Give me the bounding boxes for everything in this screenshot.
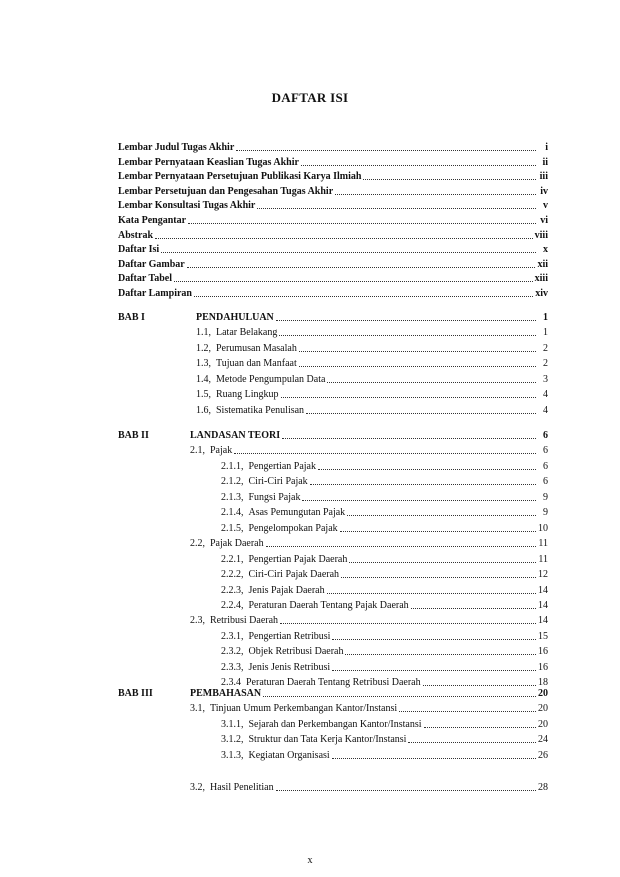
dot-leader bbox=[280, 623, 536, 624]
toc-subsection-entry[interactable] bbox=[221, 598, 548, 612]
toc-entry-page: 6 bbox=[543, 430, 548, 441]
dot-leader bbox=[363, 179, 536, 180]
dot-leader bbox=[332, 639, 536, 640]
toc-entry-page: 16 bbox=[538, 661, 548, 673]
toc-front-matter-entry[interactable] bbox=[118, 228, 548, 242]
toc-entry-page: 10 bbox=[538, 522, 548, 534]
toc-subsection-entry[interactable] bbox=[221, 717, 548, 731]
toc-front-matter-entry[interactable] bbox=[118, 155, 548, 169]
toc-entry-label: Sejarah dan Perkembangan Kantor/Instansi bbox=[248, 718, 422, 730]
toc-entry-label: Latar Belakang bbox=[216, 327, 278, 339]
dot-leader bbox=[263, 696, 536, 697]
toc-entry-number: 1.4, bbox=[196, 373, 211, 385]
toc-section-entry[interactable] bbox=[196, 387, 548, 401]
toc-entry-page: 28 bbox=[538, 782, 548, 794]
toc-entry-label: Ruang Lingkup bbox=[216, 389, 279, 401]
toc-entry-label: Tujuan dan Manfaat bbox=[216, 358, 297, 370]
dot-leader bbox=[332, 670, 536, 671]
dot-leader bbox=[174, 281, 533, 282]
toc-entry-label: Ciri-Ciri Pajak bbox=[248, 476, 308, 488]
toc-entry-number: 1.3, bbox=[196, 358, 211, 370]
dot-leader bbox=[347, 515, 536, 516]
dot-leader bbox=[301, 165, 536, 166]
toc-entry-label: Pengertian Retribusi bbox=[248, 630, 331, 642]
toc-section-entry[interactable] bbox=[196, 356, 548, 370]
toc-entry-page: viii bbox=[534, 229, 548, 241]
dot-leader bbox=[188, 223, 536, 224]
toc-entry-number: 3.1.3, bbox=[221, 749, 244, 761]
toc-entry-label: Kegiatan Organisasi bbox=[248, 749, 330, 761]
toc-subsection-entry[interactable] bbox=[221, 629, 548, 643]
toc-entry-label: Lembar Pernyataan Keaslian Tugas Akhir bbox=[118, 156, 299, 168]
toc-subsection-entry[interactable] bbox=[221, 474, 548, 488]
dot-leader bbox=[340, 531, 536, 532]
page-number: x bbox=[307, 855, 313, 866]
toc-entry-number: 3.1.2, bbox=[221, 734, 244, 746]
toc-entry-label: Fungsi Pajak bbox=[248, 491, 301, 503]
toc-subsection-entry[interactable] bbox=[221, 583, 548, 597]
toc-entry-label: Struktur dan Tata Kerja Kantor/Instansi bbox=[248, 734, 407, 746]
chapter-title: PENDAHULUAN bbox=[196, 312, 274, 323]
toc-section-entry[interactable] bbox=[196, 403, 548, 417]
dot-leader bbox=[266, 546, 536, 547]
dot-leader bbox=[279, 335, 536, 336]
dot-leader bbox=[424, 727, 536, 728]
toc-entry-number: 2.3.1, bbox=[221, 630, 244, 642]
toc-entry-number: 2.3, bbox=[190, 615, 205, 627]
toc-entry-number: 1.6, bbox=[196, 404, 211, 416]
toc-entry-label: Pajak bbox=[210, 445, 233, 457]
dot-leader bbox=[411, 608, 536, 609]
toc-entry-label: Lembar Judul Tugas Akhir bbox=[118, 142, 235, 153]
toc-entry-label: Daftar Tabel bbox=[118, 273, 172, 285]
toc-entry-page: 15 bbox=[538, 630, 548, 642]
toc-entry-number: 1.1, bbox=[196, 327, 211, 339]
toc-entry-number: 2.1.5, bbox=[221, 522, 244, 534]
toc-entry-page: 4 bbox=[543, 389, 548, 401]
toc-entry-page: 18 bbox=[538, 677, 548, 689]
toc-front-matter-entry[interactable] bbox=[118, 198, 548, 212]
toc-front-matter-entry[interactable] bbox=[118, 242, 548, 256]
toc-entry-page: 1 bbox=[543, 312, 548, 323]
toc-entry-label: Pengertian Pajak bbox=[248, 460, 316, 472]
toc-entry-number: 2.2.2, bbox=[221, 569, 244, 581]
toc-entry-page: 9 bbox=[543, 507, 548, 519]
toc-front-matter-entry[interactable] bbox=[118, 140, 548, 154]
dot-leader bbox=[161, 252, 536, 253]
toc-entry-label: Abstrak bbox=[118, 229, 154, 241]
chapter-code: BAB III bbox=[118, 688, 153, 699]
toc-section-entry[interactable] bbox=[196, 325, 548, 339]
toc-entry-page: 14 bbox=[538, 584, 548, 596]
toc-entry-page: 12 bbox=[538, 569, 548, 581]
toc-entry-number: 3.1, bbox=[190, 703, 205, 715]
toc-entry-label: Daftar Isi bbox=[118, 244, 160, 256]
dot-leader bbox=[299, 366, 536, 367]
toc-entry-page: 3 bbox=[543, 373, 548, 385]
toc-entry-label: Jenis Jenis Retribusi bbox=[248, 661, 331, 673]
toc-entry-page: 24 bbox=[538, 734, 548, 746]
dot-leader bbox=[276, 320, 536, 321]
toc-entry-number: 2.2.3, bbox=[221, 584, 244, 596]
dot-leader bbox=[234, 453, 536, 454]
toc-entry-page: 14 bbox=[538, 599, 548, 611]
toc-entry-number: 3.1.1, bbox=[221, 718, 244, 730]
toc-entry-number: 2.2.1, bbox=[221, 553, 244, 565]
toc-subsection-entry[interactable] bbox=[221, 660, 548, 674]
dot-leader bbox=[257, 208, 536, 209]
toc-entry-label: Daftar Lampiran bbox=[118, 288, 192, 299]
dot-leader bbox=[318, 469, 536, 470]
toc-entry-number: 2.1, bbox=[190, 445, 205, 457]
toc-subsection-entry[interactable] bbox=[221, 732, 548, 746]
dot-leader bbox=[276, 790, 536, 791]
toc-entry-label: Pajak Daerah bbox=[210, 538, 264, 550]
toc-entry-number: 2.1.3, bbox=[221, 491, 244, 503]
toc-section-entry[interactable] bbox=[196, 341, 548, 355]
toc-entry-page: 6 bbox=[543, 445, 548, 457]
toc-entry-label: Perumusan Masalah bbox=[216, 342, 297, 354]
toc-subsection-entry[interactable] bbox=[221, 567, 548, 581]
dot-leader bbox=[302, 500, 536, 501]
dot-leader bbox=[155, 238, 533, 239]
toc-entry-label: Hasil Penelitian bbox=[210, 782, 274, 794]
chapter-code: BAB I bbox=[118, 312, 145, 323]
chapter-title: PEMBAHASAN bbox=[190, 688, 262, 699]
toc-entry-label: Asas Pemungutan Pajak bbox=[248, 507, 346, 519]
toc-entry-label: Objek Retribusi Daerah bbox=[248, 646, 344, 658]
toc-entry-number: 2.1.2, bbox=[221, 476, 244, 488]
toc-entry-page: 11 bbox=[538, 538, 548, 550]
dot-leader bbox=[299, 351, 536, 352]
toc-entry-page: 1 bbox=[543, 327, 548, 339]
toc-entry-label: Lembar Pernyataan Persetujuan Publikasi Karya Ilmiah bbox=[118, 171, 362, 183]
dot-leader bbox=[281, 397, 537, 398]
toc-section-entry[interactable] bbox=[190, 613, 548, 627]
toc-entry-label: Ciri-Ciri Pajak Daerah bbox=[248, 569, 340, 581]
toc-section-entry[interactable] bbox=[190, 780, 548, 794]
toc-entry-page: ii bbox=[542, 156, 548, 168]
toc-entry-page: 14 bbox=[538, 615, 548, 627]
toc-entry-page: i bbox=[545, 142, 548, 153]
toc-entry-page: 2 bbox=[543, 358, 548, 370]
dot-leader bbox=[327, 382, 536, 383]
toc-entry-page: v bbox=[543, 200, 548, 212]
toc-subsection-entry[interactable] bbox=[221, 490, 548, 504]
toc-entry-number: 2.3.2, bbox=[221, 646, 244, 658]
toc-entry-number: 1.2, bbox=[196, 342, 211, 354]
toc-front-matter-entry[interactable] bbox=[118, 257, 548, 271]
toc-entry-page: 2 bbox=[543, 342, 548, 354]
dot-leader bbox=[399, 711, 536, 712]
toc-chapter-heading[interactable] bbox=[196, 310, 548, 324]
toc-entry-label: Daftar Gambar bbox=[118, 258, 185, 270]
chapter-title: LANDASAN TEORI bbox=[190, 430, 281, 441]
toc-entry-page: 20 bbox=[538, 718, 548, 730]
chapter-code: BAB II bbox=[118, 430, 149, 441]
toc-entry-number: 3.2, bbox=[190, 782, 205, 794]
toc-entry-page: 20 bbox=[538, 703, 548, 715]
page-title: DAFTAR ISI bbox=[271, 90, 349, 105]
toc-section-entry[interactable] bbox=[190, 701, 548, 715]
dot-leader bbox=[408, 742, 536, 743]
toc-entry-page: 4 bbox=[543, 404, 548, 416]
toc-front-matter-entry[interactable] bbox=[118, 271, 548, 285]
dot-leader bbox=[327, 593, 536, 594]
toc-entry-number: 2.1.1, bbox=[221, 460, 244, 472]
toc-entry-page: 6 bbox=[543, 476, 548, 488]
dot-leader bbox=[341, 577, 536, 578]
toc-entry-page: xiii bbox=[534, 273, 548, 285]
toc-entry-label: Lembar Konsultasi Tugas Akhir bbox=[118, 200, 256, 212]
dot-leader bbox=[310, 484, 536, 485]
dot-leader bbox=[349, 562, 536, 563]
toc-entry-page: 6 bbox=[543, 460, 548, 472]
toc-entry-number: 2.3.3, bbox=[221, 661, 244, 673]
toc-entry-number: 2.2, bbox=[190, 538, 205, 550]
toc-front-matter-entry[interactable] bbox=[118, 184, 548, 198]
toc-entry-page: xiv bbox=[535, 288, 548, 299]
toc-section-entry[interactable] bbox=[196, 372, 548, 386]
toc-entry-number: 2.2.4, bbox=[221, 599, 244, 611]
toc-entry-page: 16 bbox=[538, 646, 548, 658]
toc-entry-page: vi bbox=[540, 215, 548, 226]
dot-leader bbox=[194, 296, 533, 297]
dot-leader bbox=[332, 758, 536, 759]
toc-entry-page: xii bbox=[537, 258, 548, 270]
toc-entry-page: x bbox=[543, 244, 548, 256]
dot-leader bbox=[282, 438, 536, 439]
toc-front-matter-entry[interactable] bbox=[118, 213, 548, 227]
toc-entry-label: Jenis Pajak Daerah bbox=[248, 584, 325, 596]
toc-front-matter-entry[interactable] bbox=[118, 286, 548, 300]
toc-entry-label: Peraturan Daerah Tentang Retribusi Daerah bbox=[246, 677, 421, 689]
toc-entry-label: Tinjuan Umum Perkembangan Kantor/Instansi bbox=[210, 703, 398, 715]
toc-front-matter-entry[interactable] bbox=[118, 169, 548, 183]
toc-entry-page: 20 bbox=[538, 688, 548, 699]
toc-entry-page: iii bbox=[539, 171, 548, 183]
toc-entry-label: Peraturan Daerah Tentang Pajak Daerah bbox=[248, 599, 409, 611]
toc-entry-label: Sistematika Penulisan bbox=[216, 404, 305, 416]
toc-entry-label: Lembar Persetujuan dan Pengesahan Tugas Akhir bbox=[118, 185, 334, 197]
toc-entry-label: Pengertian Pajak Daerah bbox=[248, 553, 348, 565]
toc-entry-number: 2.3.4 bbox=[221, 677, 241, 689]
toc-section-entry[interactable] bbox=[190, 536, 548, 550]
toc-section-entry[interactable] bbox=[190, 443, 548, 457]
toc-entry-label: Retribusi Daerah bbox=[210, 615, 279, 627]
toc-chapter-heading[interactable] bbox=[190, 686, 548, 700]
toc-subsection-entry[interactable] bbox=[221, 748, 548, 762]
toc-entry-page: 26 bbox=[538, 749, 548, 761]
toc-entry-label: Pengelompokan Pajak bbox=[248, 522, 338, 534]
dot-leader bbox=[187, 267, 536, 268]
dot-leader bbox=[306, 413, 536, 414]
toc-entry-page: 9 bbox=[543, 491, 548, 503]
toc-entry-label: Metode Pengumpulan Data bbox=[216, 373, 326, 385]
dot-leader bbox=[345, 654, 536, 655]
toc-entry-page: iv bbox=[540, 185, 548, 197]
toc-subsection-entry[interactable] bbox=[221, 505, 548, 519]
toc-subsection-entry[interactable] bbox=[221, 459, 548, 473]
toc-entry-number: 2.1.4, bbox=[221, 507, 244, 519]
dot-leader bbox=[335, 194, 536, 195]
toc-entry-label: Kata Pengantar bbox=[118, 215, 187, 226]
toc-subsection-entry[interactable] bbox=[221, 521, 548, 535]
toc-subsection-entry[interactable] bbox=[221, 552, 548, 566]
toc-entry-number: 1.5, bbox=[196, 389, 211, 401]
toc-subsection-entry[interactable] bbox=[221, 644, 548, 658]
toc-chapter-heading[interactable] bbox=[190, 428, 548, 442]
toc-entry-page: 11 bbox=[538, 553, 548, 565]
dot-leader bbox=[236, 150, 536, 151]
